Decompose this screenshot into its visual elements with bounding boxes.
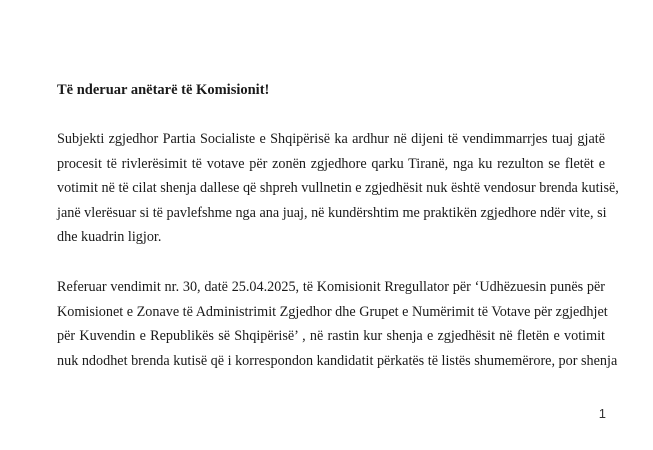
paragraph-line: procesit të rivlerësimit të votave për zonën zgjedhore qarku Tiranë, nga ku rezulton se fletët e [57,155,605,172]
paragraph-1 [57,127,619,250]
paragraph-line: dhe kuadrin ligjor. [57,229,162,245]
paragraph-line: për Kuvendin e Republikës së Shqipërisë’ , në rastin kur shenja e zgjedhësit në fletën e votimit [57,328,605,344]
salutation-heading: Të nderuar anëtarë të Komisionit! [57,82,270,98]
paragraph-line: Komisionet e Zonave të Administrimit Zgjedhor dhe Grupet e Numërimit të Votave për zgjedhjet [57,303,608,320]
paragraph-line: Referuar vendimit nr. 30, datë 25.04.2025, të Komisionit Rregullator për ‘Udhëzuesin punës për [57,279,605,295]
page-number: 1 [598,406,606,421]
paragraph-2 [57,275,618,373]
paragraph-line: janë vlerësuar si të pavlefshme nga ana juaj, në kundërshtim me praktikën zgjedhore ndër vite, si [57,204,607,221]
paragraph-line: Subjekti zgjedhor Partia Socialiste e Shqipërisë ka ardhur në dijeni të vendimmarrjes tuaj gjatë [57,131,605,147]
paragraph-line: nuk ndodhet brenda kutisë që i korrespondon kandidatit përkatës të listës shumemërore, por shenja [57,352,618,369]
paragraph-line: votimit në të cilat shenja dallese që shpreh vullnetin e zgjedhësit nuk është vendosur brenda kutisë, [57,180,619,196]
